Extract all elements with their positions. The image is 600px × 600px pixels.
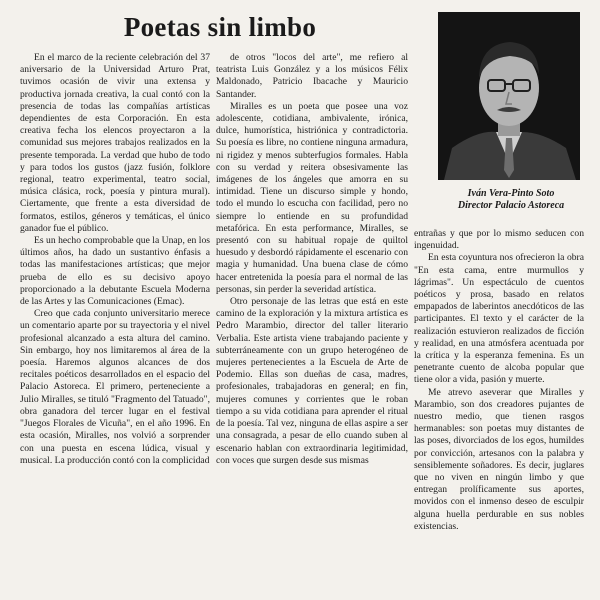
paragraph: entrañas y que por lo mismo seducen con ingenuidad. (414, 228, 584, 252)
caption-name: Iván Vera-Pinto Soto (467, 188, 555, 199)
paragraph: En esta coyuntura nos ofrecieron la obra "En esta cama, entre murmullos y lágrimas". Un espectáculo de cuentos poéticos y prosa, basado en relatos empapados de laberintos anecdóticos de las participantes. El texto y el carácter de la realización estuvieron realizados de ficción y realidad, en una atmósfera acentuada por la crítica y la esperanza femenina. Es un penetrante cuento de alcoba popular que tiene olor a vida, pasión y muerte. (414, 252, 584, 386)
paragraph: En el marco de la reciente celebración del 37 aniversario de la Universidad Arturo Prat, tuvimos ocasión de vivir una extensa y productiva jornada creativa, la cual contó con la presencia de todas las compañías artísticas dependientes de esta Corporación. En esta creativa fecha los elencos proyectaron a la comunidad sus mejores trabajos realizados en la presente temporada. La verdad que hubo de todo y para todos los gustos (jazz fusión, folklore regional, teatro experimental, teatro social, música clásica, rock, poesía y pintura mural). Ciertamente, que frente a esta diversidad de formatos, estilos, géneros y temáticas, el único ganador fue el público. (20, 52, 210, 234)
paragraph: Es un hecho comprobable que la Unap, en los últimos años, ha dado un sustantivo énfasis a todas las manifestaciones artísticas; que mejor prueba de ello es su decisivo apoyo proporcionado a la debutante Escuela Moderna de las Artes y las Comunicaciones (Emac). (20, 235, 210, 308)
photo-caption (432, 188, 590, 212)
paragraph: de otros "locos del arte", me refiero al teatrista Luis González y a los músicos Félix Maldonado, Patricio Ibacache y Mauricio Santander. (216, 52, 408, 100)
paragraph: Otro personaje de las letras que está en este camino de la exploración y la mixtura artística es Pedro Marambio, director del taller literario Verbalia. Este artista viene trabajando paciente y subterráneamente con un grupo heterogéneo de mujeres pertenecientes a la Escuela de Arte de Podemio. Ellas son dueñas de casa, madres, profesionales, trabajadoras en general; en fin, mujeres comunes y corrientes que le roban tiempo a su vida cotidiana para aprender el ritual de la poesía. Tal vez, ninguna de ellas aspire a ser una consagrada, a pesar de ello cuando suben al escenario hablan con extraordinaria legitimidad, con voces que surgen desde sus mismas (216, 296, 408, 466)
text-column-3 (414, 228, 584, 592)
paragraph: Me atrevo aseverar que Miralles y Marambio, son dos creadores pujantes de nuestro medio, que tienen rasgos hermanables: son poetas muy distantes de las poses, divorciados de los egos, humildes por convicción, artesanos con la palabra y sensiblemente soñadores. Es decir, juglares que no viven en ningún limbo y que entregan prolíficamente sus aportes, movidos con el inmenso deseo de esculpir alguna huella perdurable en sus nobles existencias. (414, 386, 584, 532)
paragraph: Miralles es un poeta que posee una voz adolescente, cotidiana, ambivalente, irónica, dulce, humorística, histriónica y contradictoria. Su poesía es libre, no contiene ninguna armadura, ni rigidez y menos subterfugios formales. Habla con su verdad y reitera obsesivamente las imágenes de los ángeles que amorra en su intimidad. Tiene un discurso simple y hondo, todo el mundo lo escucha con facilidad, pero no siempre lo entiende en su profundidad metafórica. En esta performance, Miralles, se presentó con su habitual ropaje de quiltol huesudo y desbordó rápidamente el escenario con magia y humanidad. Una buena clase de cómo hacer entretenida la poesía para el normal de las personas, sin perder la severidad artística. (216, 100, 408, 295)
article-title: Poetas sin limbo (123, 12, 317, 42)
paragraph: Creo que cada conjunto universitario merece un comentario aparte por su trayectoria y el nivel profesional alcanzado a esta altura del camino. Sin embargo, hoy nos limitaremos al área de la poesía. Haremos algunos alcances de dos recitales poéticos desarrollados en el espacio del Palacio Astoreca. El primero, perteneciente a Julio Miralles, se tituló "Fragmento del Tatuado", obra ganadora del tercer lugar en el festival "Juegos Florales de Vicuña", en el año 1996. En esta ocasión, Miralles, nos volvió a sorprender con una puesta en escena lúdica, visual y musical. La producción contó con la complicidad (20, 308, 210, 466)
text-column-2 (216, 52, 408, 592)
portrait-illustration (438, 12, 580, 180)
author-photo (438, 12, 580, 180)
caption-role: Director Palacio Astoreca (457, 200, 565, 211)
text-column-1 (20, 52, 210, 592)
